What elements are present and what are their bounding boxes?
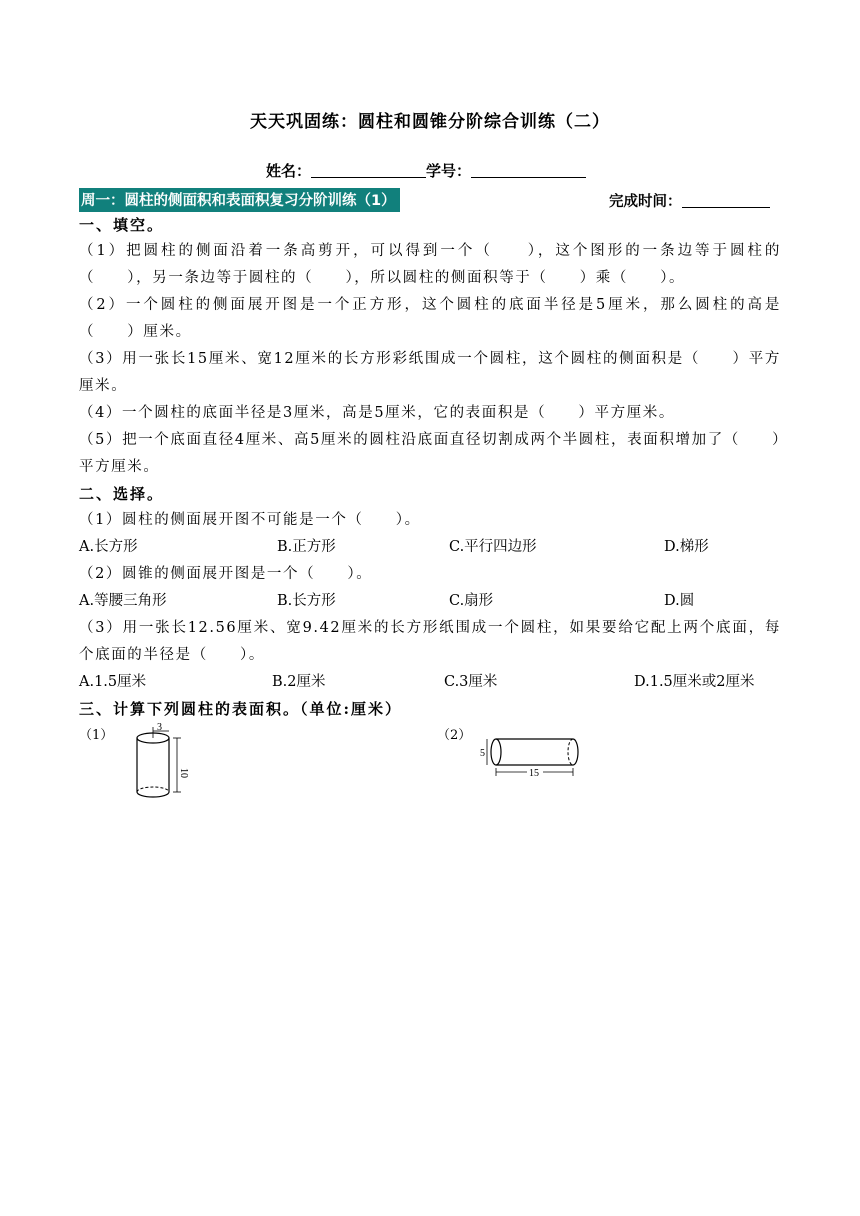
diameter-label: 5 [480, 748, 485, 759]
figure-2-label: （2） [437, 728, 472, 743]
completion-label: 完成时间： [609, 193, 682, 210]
length-label: 15 [529, 768, 539, 779]
fill-question-3: （3）用一张长15厘米、宽12厘米的长方形彩纸围成一个圆柱，这个圆柱的侧面积是（ ）平方厘米。 [79, 351, 781, 394]
figure-1-label: （1） [79, 728, 114, 743]
choice-question-3: （3）用一张长12.56厘米、宽9.42厘米的长方形纸围成一个圆柱，如果要给它配上两个底面，每个底面的半径是（ ）。 [79, 620, 781, 663]
option-c[interactable]: C.平行四边形 [449, 539, 537, 555]
calc-figures [79, 722, 781, 812]
calc-heading: 三、计算下列圆柱的表面积。（单位:厘米） [79, 700, 403, 718]
completion-time [609, 190, 770, 211]
fill-question-5: （5）把一个底面直径4厘米、高5厘米的圆柱沿底面直径切割成两个半圆柱，表面积增加了（ ）平方厘米。 [79, 432, 781, 475]
cylinder-figure-2 [479, 732, 589, 784]
name-blank[interactable] [311, 163, 426, 178]
choice-options-1 [79, 534, 781, 561]
week-banner: 周一：圆柱的侧面积和表面积复习分阶训练（1） [79, 188, 400, 212]
completion-blank[interactable] [682, 193, 770, 208]
option-c[interactable]: C.3厘米 [444, 674, 498, 690]
choice-question-2: （2）圆锥的侧面展开图是一个（ ）。 [79, 566, 373, 582]
fill-question-1: （1）把圆柱的侧面沿着一条高剪开，可以得到一个（ ），这个图形的一条边等于圆柱的（ ），另一条边等于圆柱的（ ），所以圆柱的侧面积等于（ ）乘（ ）。 [79, 243, 781, 286]
fill-question-2: （2）一个圆柱的侧面展开图是一个正方形，这个圆柱的底面半径是5厘米，那么圆柱的高是（ ）厘米。 [79, 297, 781, 340]
id-label: 学号： [426, 162, 472, 180]
height-label: 10 [178, 768, 189, 778]
radius-label: 3 [157, 722, 162, 733]
student-info-line [266, 160, 586, 181]
choice-options-2 [79, 588, 781, 615]
cylinder-figure-1 [129, 722, 199, 808]
choice-heading: 二、选择。 [79, 485, 165, 503]
option-b[interactable]: B.长方形 [277, 593, 336, 609]
option-a[interactable]: A.长方形 [79, 539, 138, 555]
worksheet-content [79, 212, 781, 812]
option-c[interactable]: C.扇形 [449, 593, 494, 609]
option-a[interactable]: A.等腰三角形 [79, 593, 167, 609]
option-b[interactable]: B.2厘米 [272, 674, 326, 690]
id-blank[interactable] [471, 163, 586, 178]
option-d[interactable]: D.1.5厘米或2厘米 [634, 674, 755, 690]
option-b[interactable]: B.正方形 [277, 539, 336, 555]
fill-question-4: （4）一个圆柱的底面半径是3厘米，高是5厘米，它的表面积是（ ）平方厘米。 [79, 405, 675, 421]
option-a[interactable]: A.1.5厘米 [79, 674, 147, 690]
choice-question-1: （1）圆柱的侧面展开图不可能是一个（ ）。 [79, 512, 421, 528]
choice-options-3 [79, 669, 781, 696]
page-title: 天天巩固练：圆柱和圆锥分阶综合训练（二） [250, 112, 610, 132]
name-label: 姓名： [266, 162, 312, 180]
option-d[interactable]: D.圆 [664, 593, 695, 609]
fill-heading: 一、填空。 [79, 216, 165, 234]
option-d[interactable]: D.梯形 [664, 539, 709, 555]
